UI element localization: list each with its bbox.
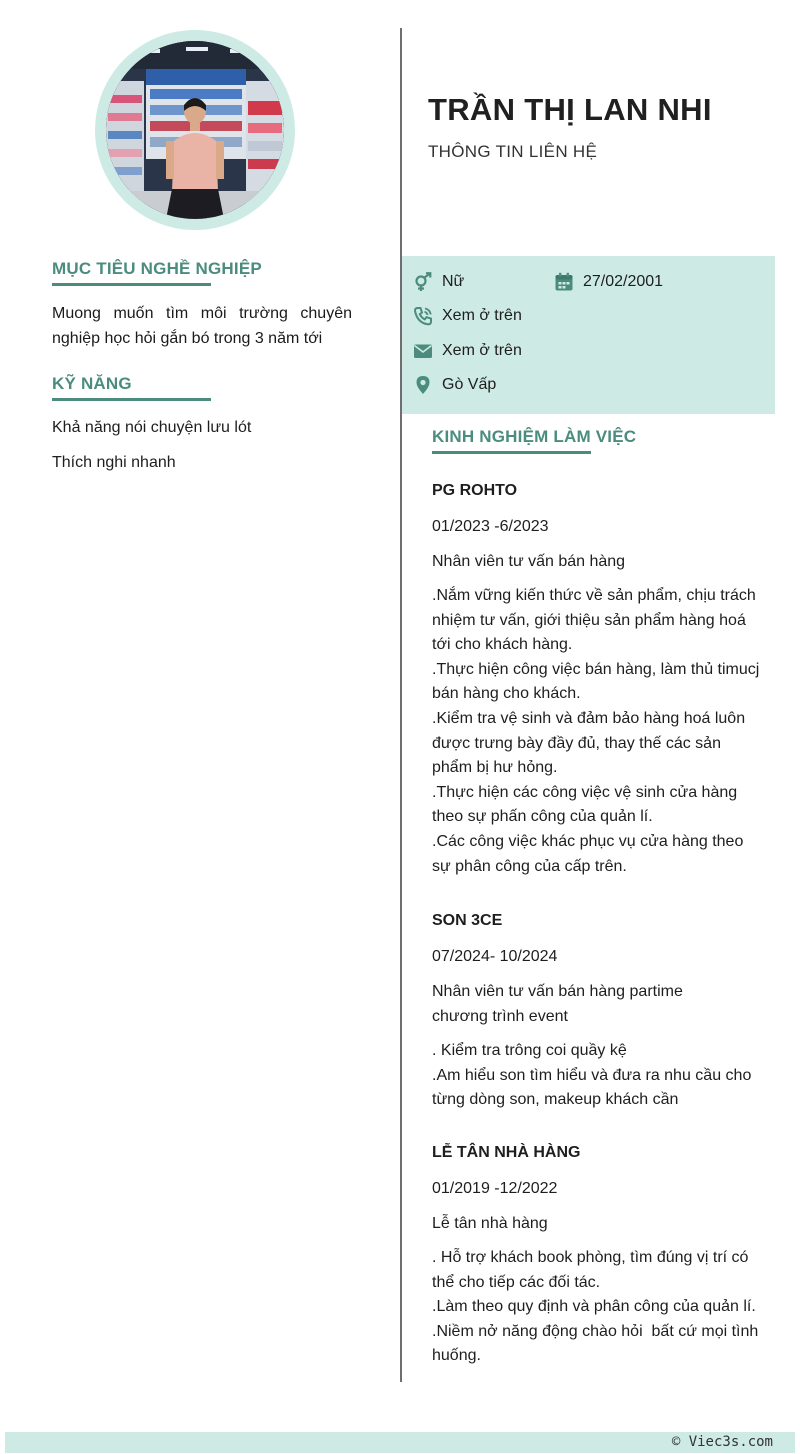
phone-row xyxy=(412,305,522,327)
address-row xyxy=(412,374,496,396)
job-entry xyxy=(432,478,762,879)
address-value: Gò Vấp xyxy=(442,376,497,393)
job-entry xyxy=(432,908,762,1113)
experience-section-header xyxy=(432,427,636,454)
email-value: Xem ở trên xyxy=(442,342,522,359)
avatar xyxy=(106,41,284,219)
job-duty: . Kiểm tra trông coi quầy kệ xyxy=(432,1042,627,1059)
job-duty: . Hỗ trợ khách book phòng, tìm đúng vị trí có thể cho tiếp các đối tác. xyxy=(432,1249,753,1291)
skills-underline xyxy=(52,398,211,401)
job-company: SON 3CE xyxy=(432,912,503,929)
phone-icon xyxy=(412,305,434,327)
email-row xyxy=(412,340,522,362)
objective-text: Muong muốn tìm môi trường chuyên nghiệp học hỏi gắn bó trong 3 năm tới xyxy=(52,305,352,347)
job-date: 07/2024- 10/2024 xyxy=(432,948,558,965)
avatar-photo xyxy=(106,41,284,219)
skills-list xyxy=(52,416,251,486)
skill-item: Khả năng nói chuyện lưu lót xyxy=(52,419,252,436)
right-column xyxy=(402,0,800,1430)
job-duty: .Thực hiện công việc bán hàng, làm thủ timucj bán hàng cho khách. xyxy=(432,660,764,703)
envelope-icon xyxy=(412,340,434,362)
job-duty: .Nắm vững kiến thức về sản phẩm, chịu trách nhiệm tư vấn, giới thiệu sản phẩm hàng hoá tới cho khách hàng. xyxy=(432,587,761,654)
candidate-name: TRẦN THỊ LAN NHI xyxy=(428,92,712,127)
job-description xyxy=(432,1246,762,1369)
job-company: PG ROHTO xyxy=(432,482,518,499)
objective-section-header xyxy=(52,259,262,286)
job-duty: .Làm theo quy định và phân công của quản lí. xyxy=(432,1298,756,1316)
job-duty: .Niềm nở năng động chào hỏi bất cứ mọi tình huống. xyxy=(432,1322,763,1365)
left-column xyxy=(0,0,400,1400)
gender-row xyxy=(412,271,464,293)
footer-bar xyxy=(5,1432,795,1453)
gender-icon xyxy=(412,271,434,293)
objective-title: MỤC TIÊU NGHỀ NGHIỆP xyxy=(52,259,262,278)
footer-copyright: © Viec3s.com xyxy=(671,1434,773,1450)
job-duty: .Kiểm tra vệ sinh và đảm bảo hàng hoá luôn được trưng bày đầy đủ, thay thế các sản phẩm bị hư hỏng. xyxy=(432,709,750,777)
gender-value: Nữ xyxy=(442,273,465,290)
phone-value: Xem ở trên xyxy=(442,307,522,324)
skills-title: KỸ NĂNG xyxy=(52,374,132,393)
birthday-value: 27/02/2001 xyxy=(583,273,664,290)
skills-section-header xyxy=(52,374,211,401)
avatar-frame xyxy=(95,30,295,230)
skill-item: Thích nghi nhanh xyxy=(52,454,176,471)
contact-heading: THÔNG TIN LIÊN HỆ xyxy=(428,142,598,161)
job-role: Nhân viên tư vấn bán hàng partime chương trình event xyxy=(432,983,683,1025)
job-duty: .Am hiểu son tìm hiểu và đưa ra nhu cầu cho từng dòng son, makeup khách cần xyxy=(432,1066,756,1109)
experience-title: KINH NGHIỆM LÀM VIỆC xyxy=(432,427,637,446)
objective-underline xyxy=(52,283,211,286)
job-date: 01/2023 -6/2023 xyxy=(432,518,549,535)
job-role: Lễ tân nhà hàng xyxy=(432,1215,548,1232)
location-pin-icon xyxy=(412,374,434,396)
experience-underline xyxy=(432,451,591,454)
job-description xyxy=(432,584,762,879)
calendar-icon xyxy=(553,271,575,293)
job-duty: .Các công việc khác phục vụ cửa hàng theo sự phân công của cấp trên. xyxy=(432,832,748,875)
job-date: 01/2019 -12/2022 xyxy=(432,1180,558,1197)
job-company: LỄ TÂN NHÀ HÀNG xyxy=(432,1144,581,1161)
contact-info-panel xyxy=(402,256,775,414)
job-role: Nhân viên tư vấn bán hàng xyxy=(432,553,626,570)
birthday-row xyxy=(553,271,663,293)
job-entry xyxy=(432,1140,762,1369)
job-duty: .Thực hiện các công việc vệ sinh cửa hàng theo sự phấn công của quản lí. xyxy=(432,783,742,826)
job-description xyxy=(432,1039,762,1113)
